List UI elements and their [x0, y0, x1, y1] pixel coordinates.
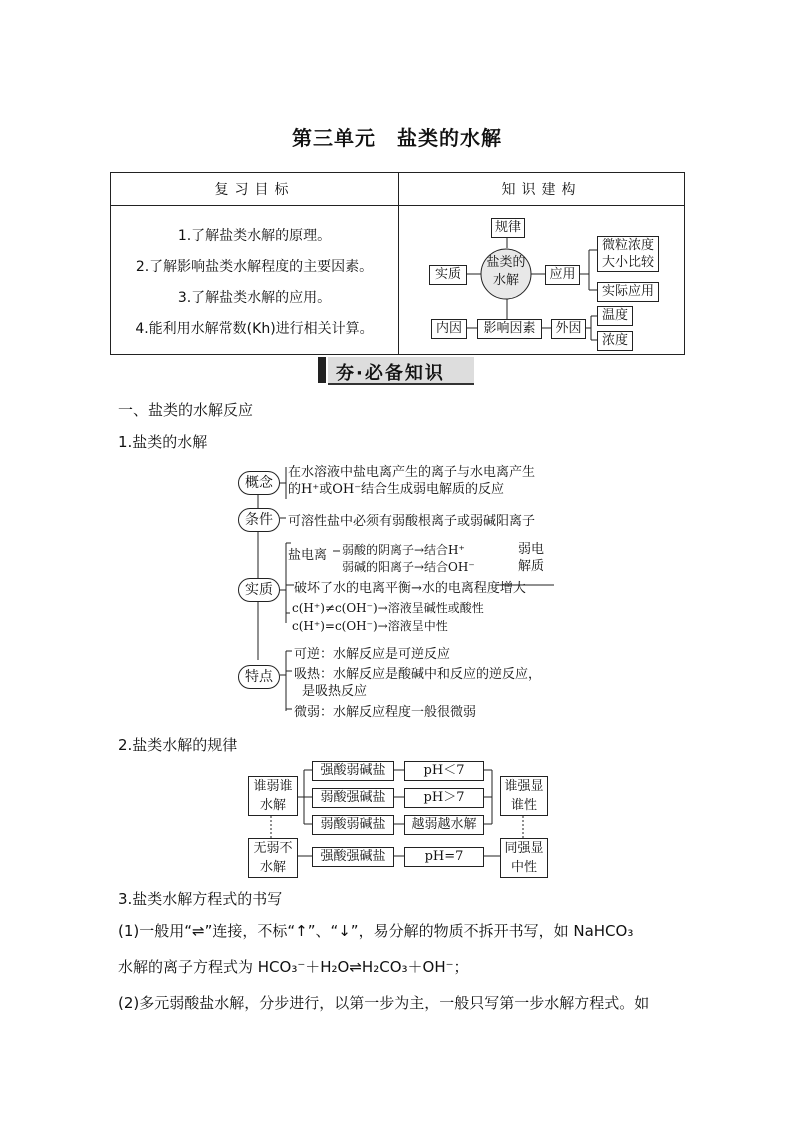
node-temperature: 温度 [597, 306, 633, 326]
knowledge-map [399, 206, 685, 355]
weak-base-cation: 弱碱的阳离子→结合OH⁻ [342, 560, 475, 574]
goals-cell [111, 206, 399, 355]
weak-acid-anion: 弱酸的阴离子→结合H⁺ [342, 543, 465, 557]
rule-no-weak: 无弱不水解 [248, 838, 298, 878]
salt-type-3: 弱酸弱碱盐 [312, 815, 394, 835]
rule-who-strong: 谁强显谁性 [500, 776, 548, 816]
review-table [110, 172, 685, 355]
ph-result-1: pH＜7 [404, 761, 484, 781]
concept-text-2: 的H⁺或OH⁻结合生成弱电解质的反应 [288, 482, 505, 497]
label-concept: 概念 [238, 471, 280, 495]
hydrolysis-concept-diagram [236, 463, 566, 723]
salt-type-1: 强酸弱碱盐 [312, 761, 394, 781]
condition-text: 可溶性盐中必须有弱酸根离子或弱碱阳离子 [288, 514, 536, 529]
feature-reversible: 可逆：水解反应是可逆反应 [294, 647, 451, 662]
banner-bar [318, 357, 326, 383]
node-inner: 内因 [431, 319, 467, 339]
rule-who-weak: 谁弱谁水解 [248, 776, 298, 816]
goals-header: 复习目标 [111, 173, 399, 206]
hydrolysis-rule-diagram [246, 760, 551, 878]
node-essence: 实质 [429, 265, 467, 285]
break-equilibrium: 破坏了水的电离平衡→水的电离程度增大 [294, 581, 526, 596]
node-factor: 影响因素 [477, 319, 542, 339]
node-outer: 外因 [551, 319, 586, 339]
page-title: 第三单元 盐类的水解 [292, 126, 502, 150]
goal-2: 2.了解影响盐类水解程度的主要因素。 [135, 259, 374, 275]
section-banner [318, 357, 474, 383]
salt-type-2: 弱酸强碱盐 [312, 788, 394, 808]
concept-text-1: 在水溶液中盐电离产生的离子与水电离产生 [288, 465, 536, 480]
knowledge-header: 知识建构 [399, 173, 685, 206]
subheading-2: 2.盐类水解的规律 [118, 736, 238, 754]
node-rule: 规律 [491, 218, 525, 238]
paragraph-2: (2)多元弱酸盐水解，分步进行，以第一步为主，一般只写第一步水解方程式。如 [118, 994, 650, 1012]
label-condition: 条件 [238, 508, 280, 532]
section-heading-1: 一、盐类的水解反应 [118, 401, 254, 419]
feature-endothermic-1: 吸热：水解反应是酸碱中和反应的逆反应， [294, 667, 542, 682]
node-apply-practical: 实际应用 [597, 282, 659, 302]
label-feature: 特点 [238, 665, 280, 689]
goal-3: 3.了解盐类水解的应用。 [177, 290, 332, 306]
salt-type-4: 强酸强碱盐 [312, 847, 394, 867]
node-center: 盐类的水解 [486, 255, 526, 288]
ph-result-4: pH=7 [404, 847, 484, 867]
goal-4: 4.能利用水解常数(Kh)进行相关计算。 [135, 321, 374, 337]
node-apply: 应用 [545, 265, 580, 285]
rule-same-strong: 同强显中性 [500, 838, 548, 878]
condition-neutral: c(H⁺)=c(OH⁻)→溶液呈中性 [292, 619, 448, 633]
subheading-1: 1.盐类的水解 [118, 433, 208, 451]
paragraph-1b: 水解的离子方程式为 HCO₃⁻＋H₂O⇌H₂CO₃＋OH⁻； [118, 958, 469, 976]
label-essence: 实质 [238, 578, 280, 602]
node-concentration: 浓度 [597, 331, 633, 351]
condition-acidic: c(H⁺)≠c(OH⁻)→溶液呈碱性或酸性 [292, 601, 484, 615]
banner-title: 夯·必备知识 [336, 363, 445, 384]
subheading-3: 3.盐类水解方程式的书写 [118, 890, 283, 908]
ph-result-3: 越弱越水解 [404, 815, 484, 835]
feature-endothermic-2: 是吸热反应 [302, 684, 368, 699]
ph-result-2: pH＞7 [404, 788, 484, 808]
weak-electrolyte: 弱电解质 [518, 542, 545, 574]
feature-weak: 微弱：水解反应程度一般很微弱 [294, 705, 477, 720]
paragraph-1a: (1)一般用“⇌”连接，不标“↑”、“↓”，易分解的物质不拆开书写，如 NaHCO₃ [118, 922, 634, 940]
node-apply-compare: 微粒浓度大小比较 [597, 236, 659, 272]
goal-1: 1.了解盐类水解的原理。 [177, 228, 332, 244]
salt-ionize: 盐电离 [288, 548, 328, 563]
